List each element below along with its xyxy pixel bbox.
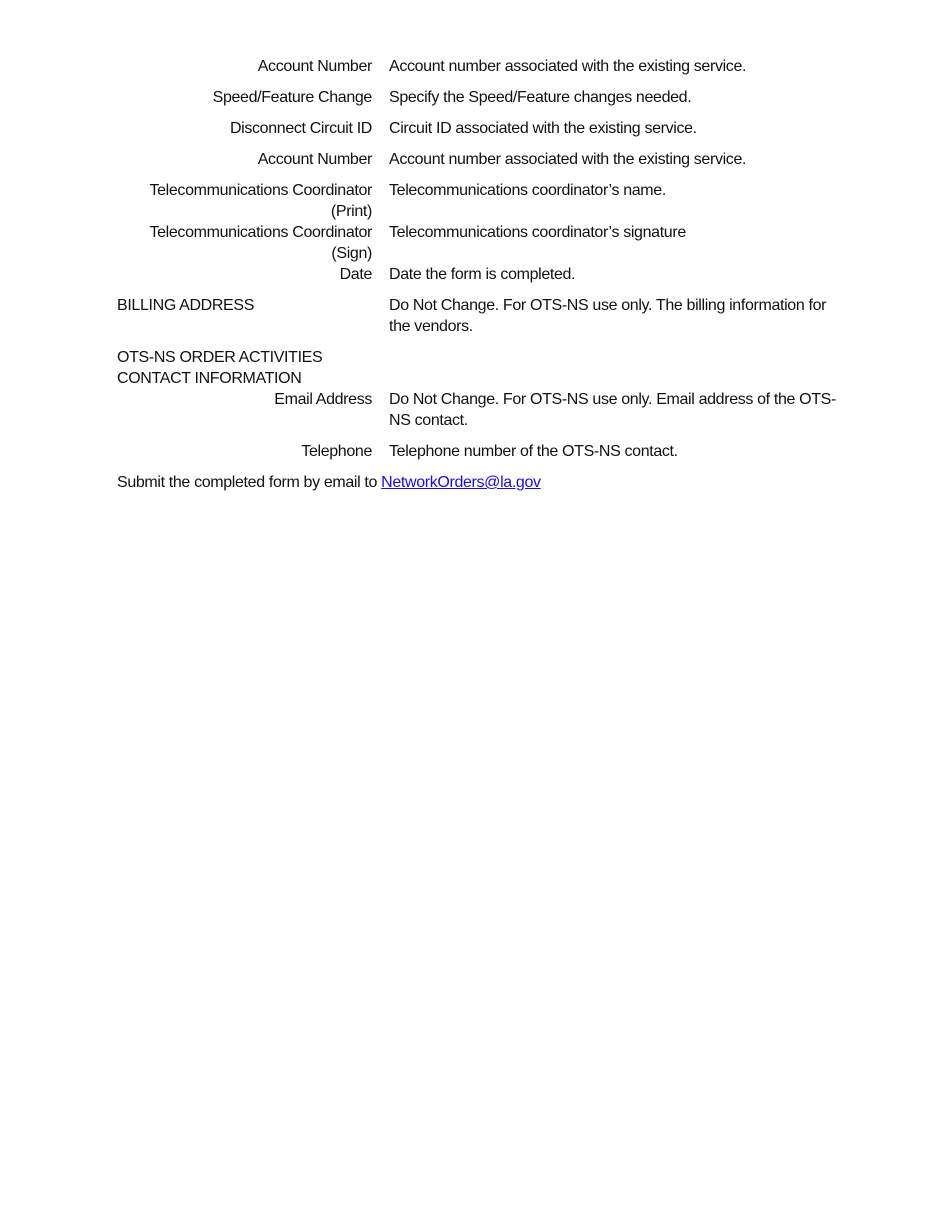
field-label: Account Number <box>257 58 372 75</box>
field-description: Telecommunications coordinator’s signature <box>389 224 686 241</box>
field-row-account-number-2 <box>117 149 837 170</box>
field-description: Telephone number of the OTS-NS contact. <box>389 443 678 460</box>
field-row-date <box>117 264 837 285</box>
field-label: Telecommunications Coordinator (Sign) <box>149 224 372 262</box>
field-row-coordinator-print <box>117 180 837 222</box>
email-link[interactable]: NetworkOrders@la.gov <box>381 474 541 491</box>
field-description: Do Not Change. For OTS-NS use only. Email address of the OTS-NS contact. <box>389 391 836 429</box>
field-row-telephone <box>117 441 837 462</box>
form-instructions <box>117 56 837 493</box>
field-label: Account Number <box>257 151 372 168</box>
section-heading-contact-information: OTS-NS ORDER ACTIVITIES CONTACT INFORMATION <box>117 349 323 387</box>
field-description: Date the form is completed. <box>389 266 576 283</box>
field-description: Do Not Change. For OTS-NS use only. The billing information for the vendors. <box>389 297 827 335</box>
field-description: Circuit ID associated with the existing service. <box>389 120 697 137</box>
field-label: Telephone <box>301 443 372 460</box>
field-label: Email Address <box>274 391 372 408</box>
field-label: Date <box>339 266 372 283</box>
submit-instructions <box>117 472 837 493</box>
field-label: Speed/Feature Change <box>212 89 372 106</box>
field-label: Disconnect Circuit ID <box>229 120 372 137</box>
field-label: Telecommunications Coordinator (Print) <box>149 182 372 220</box>
section-heading-billing-address: BILLING ADDRESS <box>117 297 255 314</box>
field-row-account-number <box>117 56 837 77</box>
field-row-billing-address <box>117 295 837 337</box>
submit-text: Submit the completed form by email to <box>117 474 382 491</box>
field-row-speed-feature-change <box>117 87 837 108</box>
field-description: Account number associated with the existing service. <box>389 151 747 168</box>
field-row-email-address <box>117 389 837 431</box>
field-row-disconnect-circuit-id <box>117 118 837 139</box>
field-description: Telecommunications coordinator’s name. <box>389 182 666 199</box>
field-description: Specify the Speed/Feature changes needed. <box>389 89 692 106</box>
field-row-coordinator-sign <box>117 222 837 264</box>
field-description: Account number associated with the existing service. <box>389 58 747 75</box>
